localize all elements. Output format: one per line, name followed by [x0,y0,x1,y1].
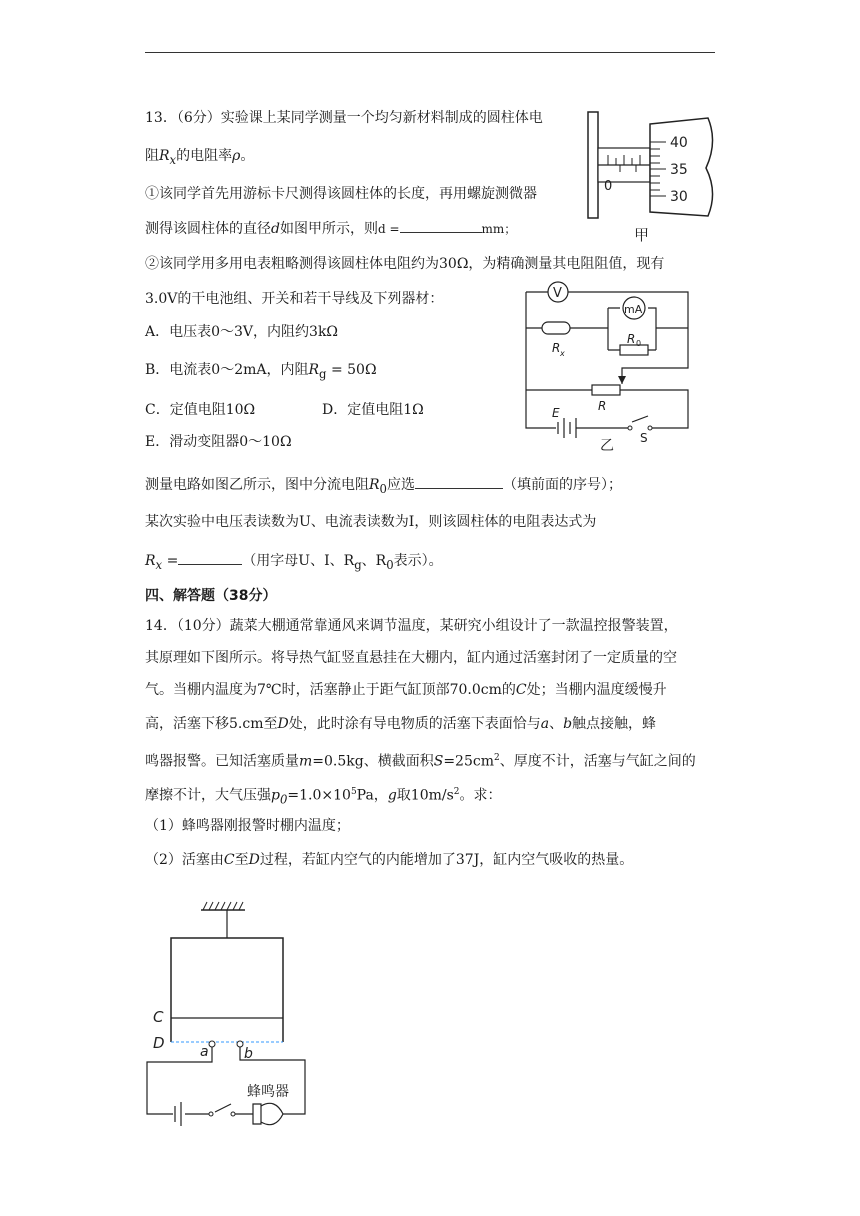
buzzer-icon [253,1103,283,1124]
q13-step4: 某次实验中电压表读数为U、电流表读数为I，则该圆柱体的电阻表达式为 [145,514,597,530]
q13-step5: $R_x$ = （用字母U、I、$R_g$、$R_0$表示）。 [145,550,443,575]
answer-blank-rx[interactable] [178,550,242,565]
micrometer-figure [578,112,718,244]
svg-text:a: a [200,1044,209,1060]
rheostat [592,385,620,395]
q13-points: （6分） [176,110,221,126]
label-d: D [153,1034,165,1052]
svg-text:x: x [560,349,565,358]
label-c: C [153,1008,164,1026]
q14-line-3: 气。当棚内温度为7℃时，活塞静止于距气缸顶部70.0cm的C处；当棚内温度缓慢升 [145,682,667,698]
q13-number: 13． [145,110,177,126]
rheostat-slider [618,376,626,384]
q13-step3: 测量电路如图乙所示，图中分流电阻$R_0$应选 （填前面的序号）； [145,474,622,499]
svg-text:b: b [244,1046,253,1062]
q13-intro-a: 实验课上某同学测量一个均匀新材料制成的圆柱体电 [220,110,543,126]
buzzer-label: 蜂鸣器 [247,1084,289,1100]
ammeter-label: mA [624,303,643,316]
option-a: A．电压表0～3V，内阻约3kΩ [145,324,339,340]
q14-number: 14． [145,618,177,634]
thimble-tick-40: 40 [670,135,688,151]
switch-label: S [640,431,648,445]
micrometer-frame [588,112,598,218]
option-c: C．定值电阻10Ω [145,402,256,418]
q13-step2-a: ②该同学用多用电表粗略测得该圆柱体电阻约为30Ω，为精确测量其电阻阻值，现有 [145,256,665,272]
cylinder-figure [145,900,315,1130]
rx-resistor [542,322,570,334]
r0-resistor [620,345,648,355]
answer-blank-r0[interactable] [415,474,503,489]
q14-line-5: 鸣器报警。已知活塞质量m=0.5kg、横截面积$S=25cm^2$、厚度不计，活塞与气缸之间的 [145,753,696,770]
header-rule [145,52,715,53]
q13-step1-a: ①该同学首先用游标卡尺测得该圆柱体的长度，再用螺旋测微器 [145,186,537,202]
option-e: E．滑动变阻器0～10Ω [145,434,292,450]
battery-label: E [552,406,560,420]
figure-jia-label: 甲 [634,226,650,244]
q14-line-1: 14．（10分）蔬菜大棚通常靠通风来调节温度，某研究小组设计了一款温控报警装置， [145,618,678,634]
figure-yi-label: 乙 [600,438,614,454]
section-4-heading: 四、解答题（38分） [145,588,277,604]
q13-step1-b: 测得该圆柱体的直径d如图甲所示，则d = mm； [145,218,516,239]
q14-sub-1: （1）蜂鸣器刚报警时棚内温度； [145,818,350,834]
rho-symbol: ρ [232,148,241,164]
q13-line-1 [145,108,543,128]
rx-label: R [552,341,561,355]
svg-text:0: 0 [636,339,642,348]
thimble-tick-30: 30 [670,189,688,205]
rheostat-label: R [598,399,607,413]
q13-line-2: 阻$R_x$的电阻率ρ。 [145,148,255,167]
option-d: D．定值电阻1Ω [322,402,424,418]
q14-line-4: 高，活塞下移5.cm至D处，此时涂有导电物质的活塞下表面恰与a、b触点接触，蜂 [145,716,657,732]
answer-blank-d[interactable] [400,218,482,233]
contact-a [209,1041,215,1047]
option-b: B．电流表0～2mA，内阻$R_g = 50\Omega$ [145,362,377,381]
svg-text:R: R [627,332,636,346]
q14-line-2: 其原理如下图所示。将导热气缸竖直悬挂在大棚内，缸内通过活塞封闭了一定质量的空 [145,650,677,666]
cylinder-wall [171,938,283,1042]
contact-b [237,1041,243,1047]
voltmeter-label: V [553,286,562,301]
thimble-tick-35: 35 [670,162,688,178]
q14-line-6: 摩擦不计，大气压强$p_0=1.0\times 10^5Pa$，g取$10m/s^2$。求： [145,787,502,807]
q14-sub-2: （2）活塞由C至D过程，若缸内空气的内能增加了37J，缸内空气吸收的热量。 [145,852,634,868]
sleeve-zero-label: 0 [604,179,613,194]
rx-symbol: R [159,148,170,164]
q13-step2-b: 3.0V的干电池组、开关和若干导线及下列器材： [145,291,444,307]
circuit-figure [520,280,695,452]
